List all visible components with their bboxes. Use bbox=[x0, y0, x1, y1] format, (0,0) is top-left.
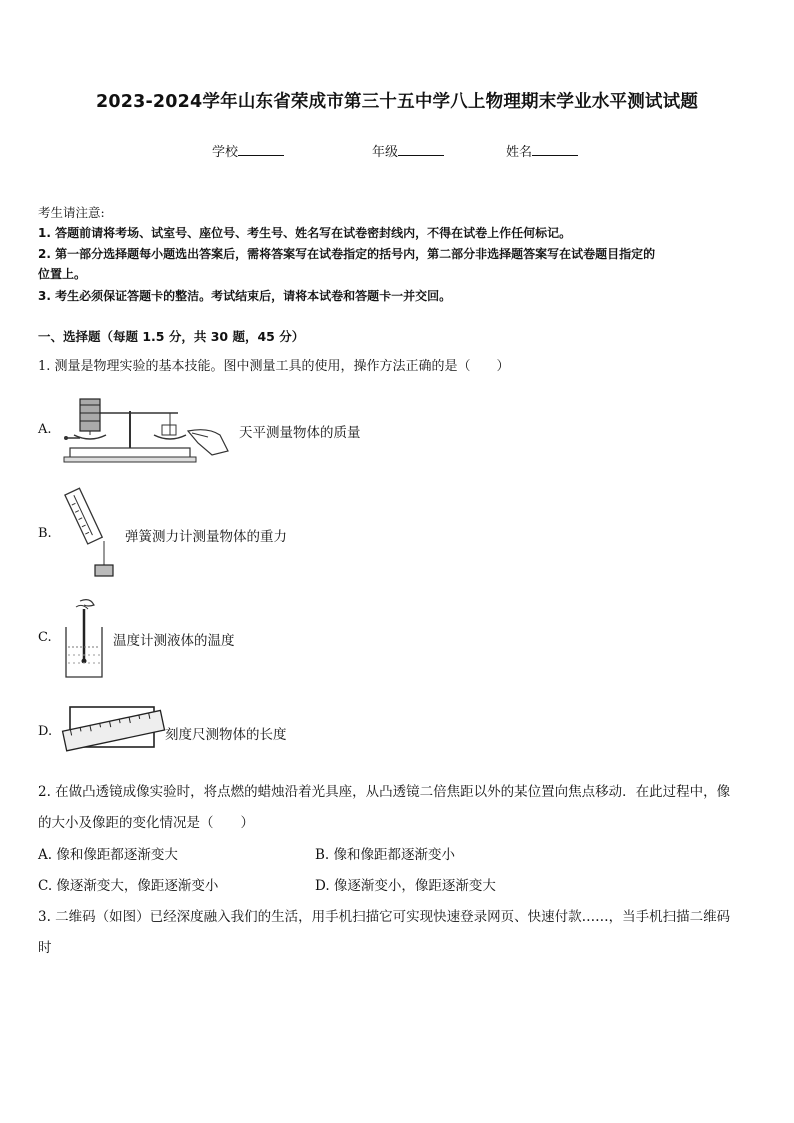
notice-item-2-cont: 位置上。 bbox=[38, 267, 87, 281]
school-field bbox=[212, 141, 284, 160]
grade-blank bbox=[398, 143, 444, 156]
q2-option-d: D. 像逐渐变小，像距逐渐变大 bbox=[315, 878, 496, 894]
grade-label: 年级 bbox=[372, 145, 399, 160]
grade-field bbox=[372, 141, 444, 160]
name-blank bbox=[532, 143, 578, 156]
q1-option-a-letter: A. bbox=[38, 422, 52, 437]
q1-option-d-letter: D. bbox=[38, 724, 53, 739]
school-label: 学校 bbox=[212, 145, 239, 160]
q1-option-d-text: 刻度尺测物体的长度 bbox=[165, 727, 287, 743]
balance-figure bbox=[62, 393, 234, 465]
name-field bbox=[506, 141, 578, 160]
q1-option-a-text: 天平测量物体的质量 bbox=[239, 425, 361, 441]
q1-option-c-letter: C. bbox=[38, 630, 52, 645]
q1-option-b-text: 弹簧测力计测量物体的重力 bbox=[125, 529, 287, 545]
q2-option-a: A. 像和像距都逐渐变大 bbox=[38, 847, 178, 863]
thermometer-figure bbox=[62, 597, 108, 681]
section-heading: 一、选择题（每题 1.5 分，共 30 题，45 分） bbox=[38, 329, 305, 344]
spring-scale-figure bbox=[64, 487, 120, 579]
notice-item-2: 2. 第一部分选择题每小题选出答案后，需将答案写在试卷指定的括号内，第二部分非选择题答案写在试卷题目指定的 bbox=[38, 247, 656, 261]
q2-stem-line2: 的大小及像距的变化情况是（ ） bbox=[38, 815, 254, 831]
q2-stem-line1: 2. 在做凸透镜成像实验时，将点燃的蜡烛沿着光具座，从凸透镜二倍焦距以外的某位置向焦点移动．在此过程中，像 bbox=[38, 784, 731, 800]
name-label: 姓名 bbox=[506, 145, 533, 160]
school-blank bbox=[238, 143, 284, 156]
notice-heading: 考生请注意: bbox=[38, 205, 105, 220]
q3-stem-line1: 3. 二维码（如图）已经深度融入我们的生活，用手机扫描它可实现快速登录网页、快速付款……，当手机扫描二维码 bbox=[38, 909, 731, 925]
q2-option-b: B. 像和像距都逐渐变小 bbox=[315, 847, 456, 863]
q1-stem: 1. 测量是物理实验的基本技能。图中测量工具的使用，操作方法正确的是（ ） bbox=[38, 359, 510, 374]
q3-stem-line2: 时 bbox=[38, 940, 52, 956]
notice-item-3: 3. 考生必须保证答题卡的整洁。考试结束后，请将本试卷和答题卡一并交回。 bbox=[38, 289, 452, 303]
q2-option-c: C. 像逐渐变大，像距逐渐变小 bbox=[38, 878, 219, 894]
notice-item-1: 1. 答题前请将考场、试室号、座位号、考生号、姓名写在试卷密封线内，不得在试卷上作任何标记。 bbox=[38, 226, 572, 240]
ruler-figure bbox=[60, 703, 166, 759]
q1-option-b-letter: B. bbox=[38, 526, 52, 541]
page-title: 2023-2024学年山东省荣成市第三十五中学八上物理期末学业水平测试试题 bbox=[95, 92, 699, 112]
q1-option-c-text: 温度计测液体的温度 bbox=[113, 633, 235, 649]
